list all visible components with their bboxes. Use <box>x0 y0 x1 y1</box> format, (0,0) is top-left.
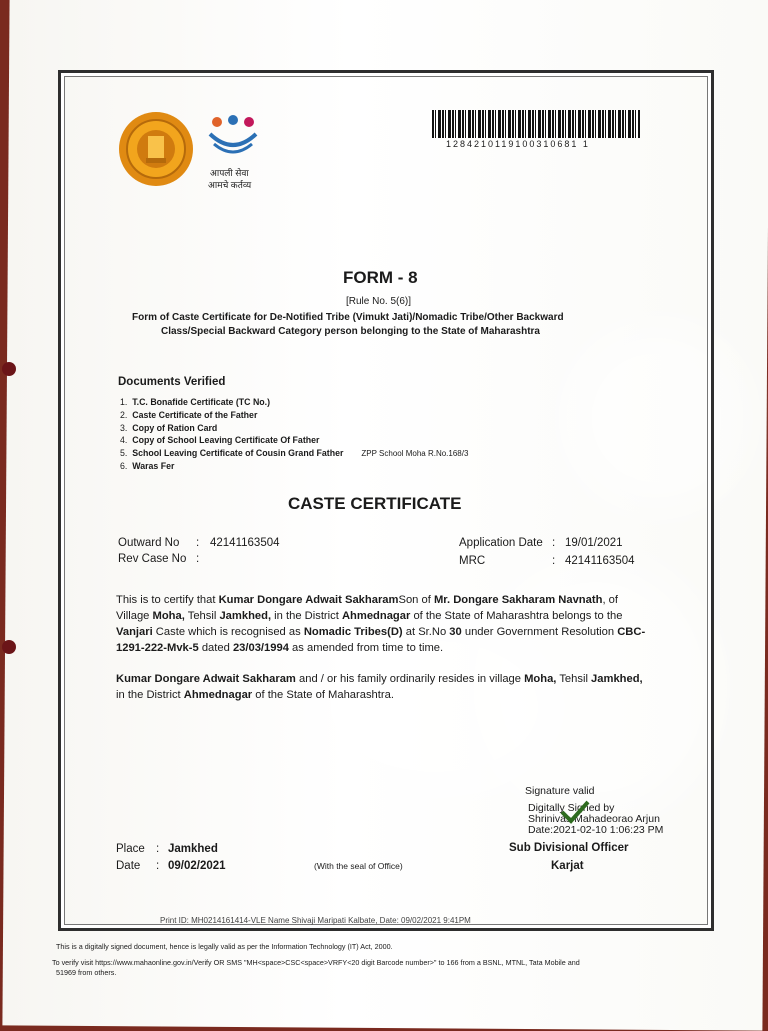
residence-paragraph: Kumar Dongare Adwait Sakharam and / or his family ordinarily resides in village Moha, Tehsil Jamkhed, in the District Ahmednagar of the State of Maharashtra. <box>116 673 643 701</box>
legal-line2: To verify visit https://www.mahaonline.gov.in/Verify OR SMS "MH<space>CSC<space>VRFY<20 digit Barcode number>" to 166 from a BSNL, MTNL, Tata Mobile and <box>52 958 580 967</box>
officer-title: Sub Divisional Officer <box>509 842 629 854</box>
seva-logo-line1: आपली सेवा <box>210 168 249 178</box>
outward-no-label: Outward No <box>118 537 180 549</box>
date-value: 09/02/2021 <box>168 860 226 872</box>
punch-hole-top <box>2 362 16 376</box>
date-colon: : <box>156 860 160 872</box>
outward-no-colon: : <box>196 537 200 549</box>
print-id-strip: Print ID: MH0214161414-VLE Name Shivaji Maripati Kalbate, Date: 09/02/2021 9:41PM <box>160 916 471 925</box>
application-date-value: 19/01/2021 <box>565 537 623 549</box>
date-label: Date <box>116 860 141 872</box>
list-item: 6. Waras Fer <box>120 460 175 471</box>
list-item: 5. School Leaving Certificate of Cousin Grand Father ZPP School Moha R.No.168/3 <box>120 448 469 459</box>
seal-note: (With the seal of Office) <box>314 861 403 871</box>
place-label: Place <box>116 843 145 855</box>
form-title: FORM - 8 <box>343 268 418 287</box>
mrc-colon: : <box>552 555 556 567</box>
documents-heading: Documents Verified <box>118 376 226 388</box>
rev-case-label: Rev Case No <box>118 553 187 565</box>
mrc-value: 42141163504 <box>565 555 635 567</box>
list-item: 3. Copy of Ration Card <box>120 422 218 433</box>
outward-no-value: 42141163504 <box>210 537 280 549</box>
signature-valid-check-icon <box>560 800 590 824</box>
maharashtra-emblem-icon <box>116 110 196 188</box>
signature-line2: Shrinivas Mahadeorao Arjun <box>528 813 660 825</box>
form-description-line1: Form of Caste Certificate for De-Notified Tribe (Vimukt Jati)/Nomadic Tribe/Other Backward <box>132 312 564 323</box>
barcode-number: 1284210119100310681 1 <box>446 139 590 149</box>
application-date-label: Application Date <box>459 537 543 549</box>
form-description-line2: Class/Special Backward Category person belonging to the State of Maharashtra <box>161 326 540 337</box>
legal-line3: 51969 from others. <box>56 968 117 977</box>
rev-case-colon: : <box>196 553 200 565</box>
documents-list <box>120 397 468 474</box>
punch-hole-bottom <box>2 640 16 654</box>
application-date-colon: : <box>552 537 556 549</box>
place-value: Jamkhed <box>168 843 218 855</box>
signature-line3: Date:2021-02-10 1:06:23 PM <box>528 824 664 836</box>
list-item: 4. Copy of School Leaving Certificate Of Father <box>120 435 320 446</box>
form-rule: [Rule No. 5(6)] <box>346 296 412 307</box>
officer-place: Karjat <box>551 860 584 872</box>
mrc-label: MRC <box>459 555 486 567</box>
list-item: 1. T.C. Bonafide Certificate (TC No.) <box>120 397 271 407</box>
place-colon: : <box>156 843 160 855</box>
certification-paragraph: This is to certify that Kumar Dongare Adwait SakharamSon of Mr. Dongare Sakharam Navnath, of Village Moha, Tehsil Jamkhed, in the District Ahmednagar of the State of Maharashtra belongs to the Vanjari Caste which is recognised as Nomadic Tribes(D) at Sr.No 30 under Government Resolution CBC-1291-222-Mvk-5 dated 23/03/1994 as amended from time to time. <box>116 594 646 654</box>
signature-valid-text: Signature valid <box>525 785 595 797</box>
aapli-seva-logo-icon <box>204 112 262 162</box>
seva-logo-line2: आमचे कर्तव्य <box>208 180 252 190</box>
legal-line1: This is a digitally signed document, hence is legally valid as per the Information Technology (IT) Act, 2000. <box>56 942 393 951</box>
barcode <box>432 110 640 138</box>
signature-line1: Digitally Signed by <box>528 802 615 814</box>
list-item: 2. Caste Certificate of the Father <box>120 409 258 420</box>
certificate-title: CASTE CERTIFICATE <box>288 494 462 513</box>
